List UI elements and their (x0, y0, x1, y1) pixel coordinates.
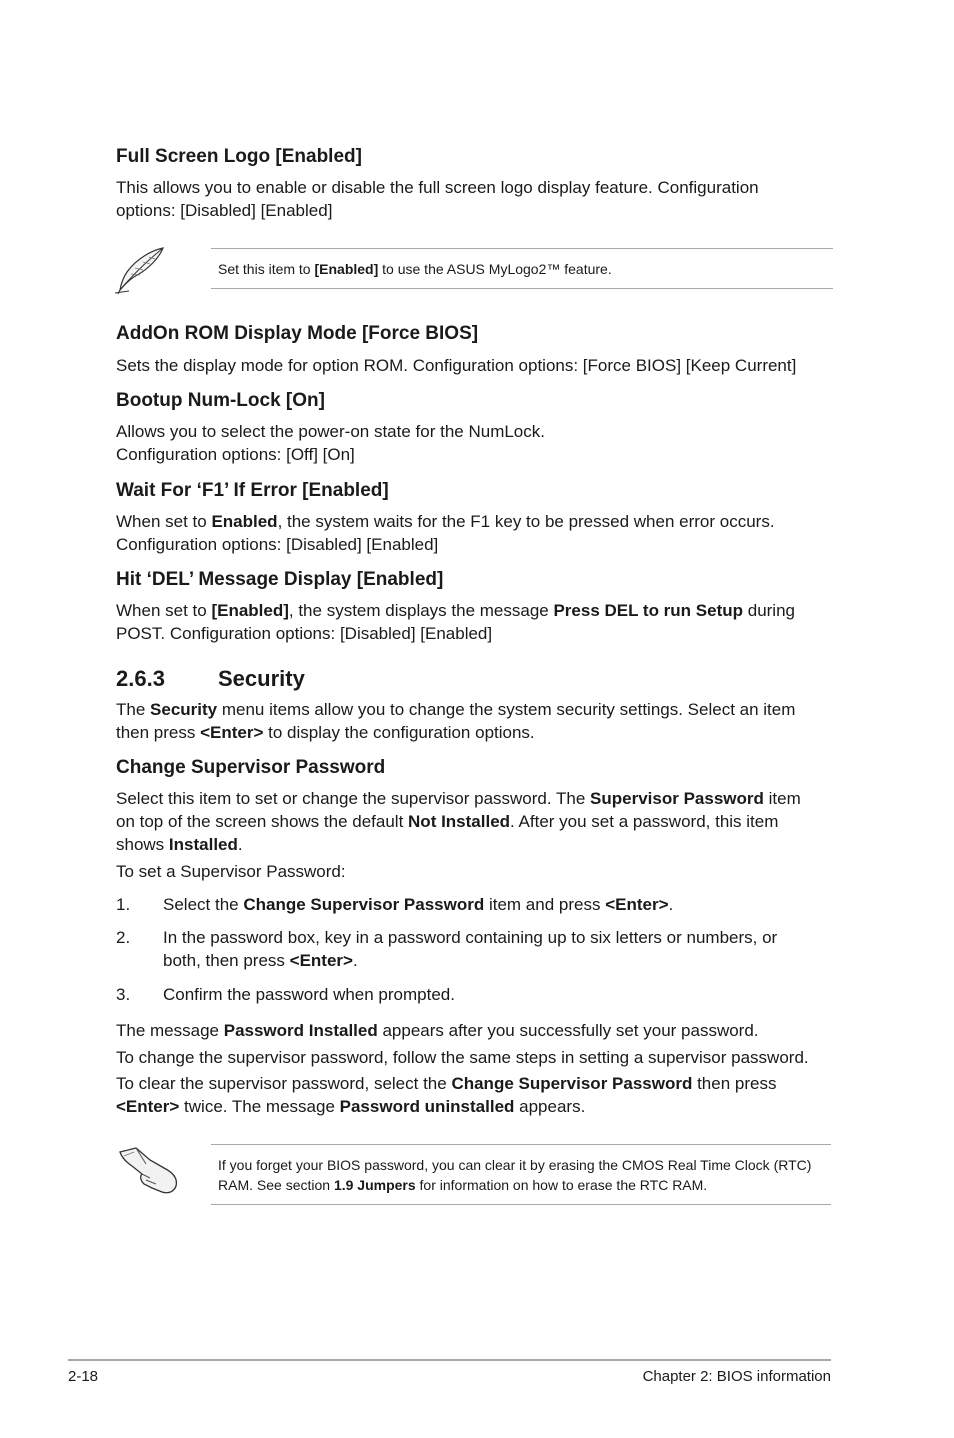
heading-addon-rom-display-mode: AddOn ROM Display Mode [Force BIOS] (116, 323, 479, 344)
step-number: 1. (116, 895, 131, 914)
security-intro: The Security menu items allow you to change the system security settings. Select an item then press <Enter> to display the configuration options. (116, 700, 796, 742)
heading-hit-del-message: Hit ‘DEL’ Message Display [Enabled] (116, 569, 444, 590)
note-top-rule (211, 248, 833, 249)
heading-wait-for-f1: Wait For ‘F1’ If Error [Enabled] (116, 480, 389, 501)
list-item: Confirm the password when prompted. (163, 985, 455, 1004)
note-forget-password-text: If you forget your BIOS password, you can clear it by erasing the CMOS Real Time Clock (RTC) RAM. See section 1.9 Jumpers for information on how to erase the RTC RAM. (218, 1157, 812, 1193)
wait-f1-description: When set to Enabled, the system waits for the F1 key to be pressed when error occurs. Configuration options: [Disabled] [Enabled] (116, 512, 775, 554)
list-item: Select the Change Supervisor Password item and press <Enter>. (163, 895, 674, 914)
step-number: 2. (116, 928, 131, 947)
pen-icon (113, 244, 169, 296)
supervisor-password-description: Select this item to set or change the supervisor password. The Supervisor Password item on top of the screen shows the default Not Installed. After you set a password, this item shows Installed. (116, 789, 801, 854)
section-number: 2.6.3 (116, 666, 165, 691)
password-installed-text: The message Password Installed appears after you successfully set your password. (116, 1021, 759, 1040)
hit-del-description: When set to [Enabled], the system displays the message Press DEL to run Setup during POST. Configuration options: [Disabled] [Enabled] (116, 601, 795, 643)
note-logo-text: Set this item to [Enabled] to use the ASUS MyLogo2™ feature. (218, 261, 612, 277)
step-number: 3. (116, 985, 131, 1004)
footer-rule (68, 1359, 831, 1361)
change-password-text: To change the supervisor password, follow the same steps in setting a supervisor password. (116, 1048, 809, 1067)
note-top-rule (211, 1144, 831, 1145)
full-screen-logo-description: This allows you to enable or disable the full screen logo display feature. Configuration options: [Disabled] [Enabled] (116, 178, 759, 220)
heading-change-supervisor-password: Change Supervisor Password (116, 757, 386, 778)
clear-password-text: To clear the supervisor password, select the Change Supervisor Password then press <Enter> twice. The message Password uninstalled appears. (116, 1074, 777, 1116)
pointing-hand-icon (116, 1144, 182, 1196)
addon-rom-description: Sets the display mode for option ROM. Configuration options: [Force BIOS] [Keep Current] (116, 356, 797, 375)
list-item: In the password box, key in a password containing up to six letters or numbers, or both, then press <Enter>. (163, 928, 778, 970)
note-bottom-rule (211, 288, 833, 289)
num-lock-description: Allows you to select the power-on state for the NumLock. Configuration options: [Off] [On] (116, 422, 545, 464)
set-password-intro: To set a Supervisor Password: (116, 862, 346, 881)
note-bottom-rule (211, 1204, 831, 1205)
heading-full-screen-logo: Full Screen Logo [Enabled] (116, 146, 362, 167)
heading-bootup-num-lock: Bootup Num-Lock [On] (116, 390, 325, 411)
chapter-title: Chapter 2: BIOS information (642, 1368, 831, 1385)
page-number: 2-18 (68, 1368, 99, 1385)
section-title: Security (218, 666, 305, 691)
